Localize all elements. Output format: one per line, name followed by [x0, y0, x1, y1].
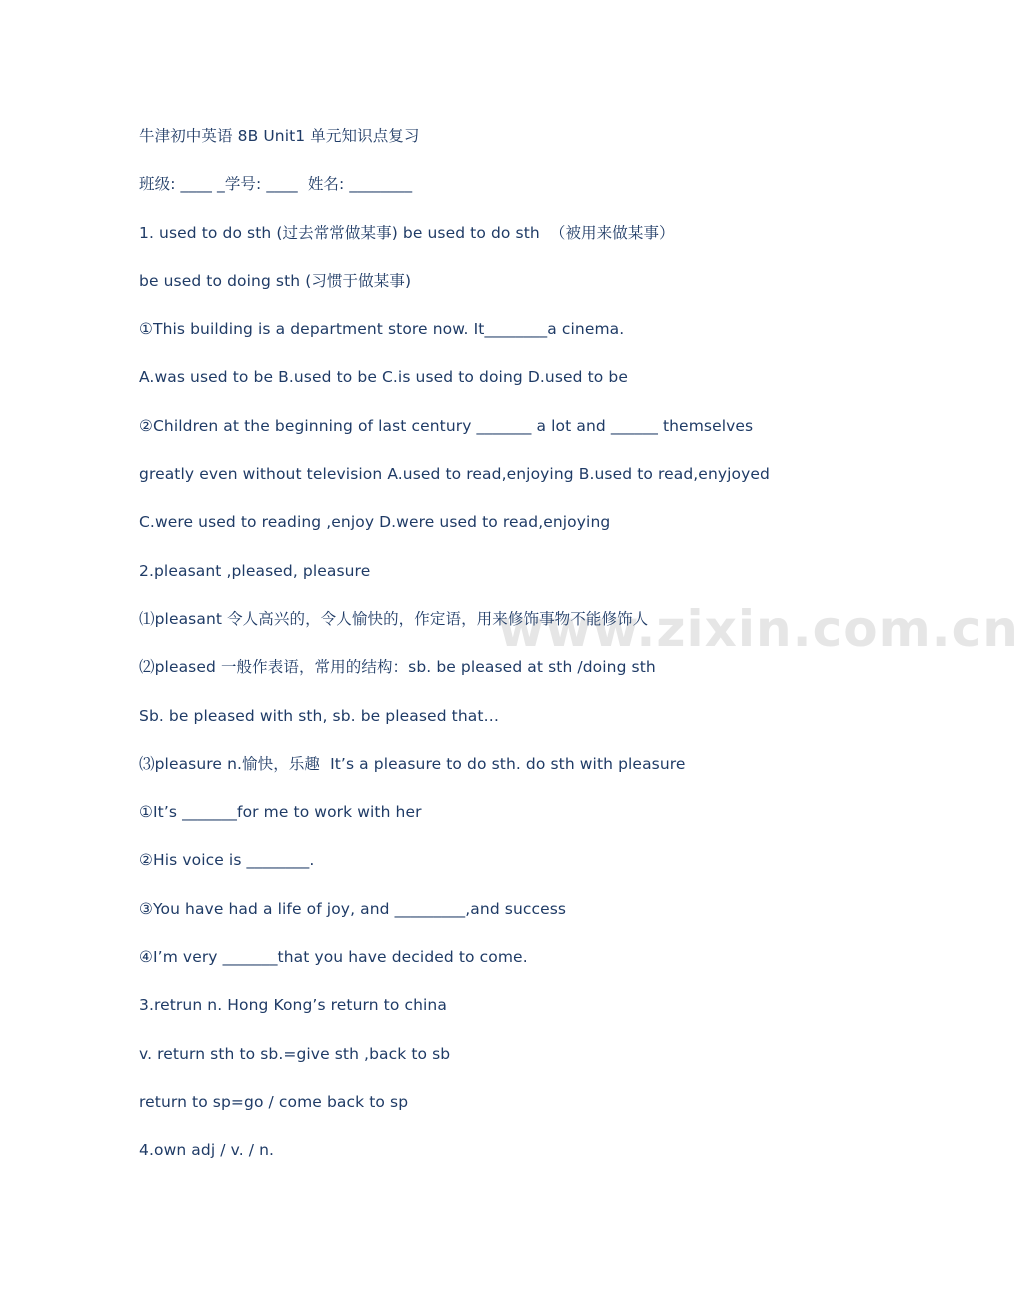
- text-line: 2.pleasant ,pleased, pleasure: [139, 561, 371, 580]
- text-line: ②His voice is ________.: [139, 851, 315, 870]
- text-line: ②Children at the beginning of last century _______ a lot and ______ themselves: [139, 416, 754, 435]
- text-line: C.were used to reading ,enjoy D.were used to read,enjoying: [139, 513, 611, 532]
- text-line: return to sp=go / come back to sp: [139, 1092, 409, 1111]
- text-line: ③You have had a life of joy, and _________,and success: [139, 899, 567, 918]
- text-line: Sb. be pleased with sth, sb. be pleased that…: [139, 706, 500, 725]
- text-line: A.was used to be B.used to be C.is used to doing D.used to be: [139, 368, 628, 387]
- student-info-line: 班级: ____ _学号: ____ 姓名: ________: [139, 175, 413, 194]
- document-body: [139, 124, 839, 1187]
- text-line: ①This building is a department store now. It________a cinema.: [139, 320, 625, 339]
- text-line: 4.own adj / v. / n.: [139, 1141, 275, 1160]
- text-line: ①It’s _______for me to work with her: [139, 803, 422, 822]
- text-line: v. return sth to sb.=give sth ,back to sb: [139, 1044, 451, 1063]
- document-title: 牛津初中英语 8B Unit1 单元知识点复习: [139, 127, 420, 145]
- text-line: ⑵pleased 一般作表语，常用的结构：sb. be pleased at sth /doing sth: [139, 658, 656, 677]
- text-line: ⑶pleasure n.愉快，乐趣 It’s a pleasure to do sth. do sth with pleasure: [139, 754, 686, 773]
- text-line: greatly even without television A.used to read,enjoying B.used to read,enyjoyed: [139, 465, 770, 484]
- watermark: www.zixin.com.cn: [498, 600, 1019, 658]
- text-line: 1. used to do sth (过去常常做某事) be used to do sth （被用来做某事）: [139, 223, 675, 242]
- text-line: ④I’m very _______that you have decided to come.: [139, 948, 528, 967]
- text-line: ⑴pleasant 令人高兴的，令人愉快的，作定语，用来修饰事物不能修饰人: [139, 609, 649, 628]
- text-line: 3.retrun n. Hong Kong’s return to china: [139, 996, 447, 1015]
- text-line: be used to doing sth (习惯于做某事): [139, 271, 412, 290]
